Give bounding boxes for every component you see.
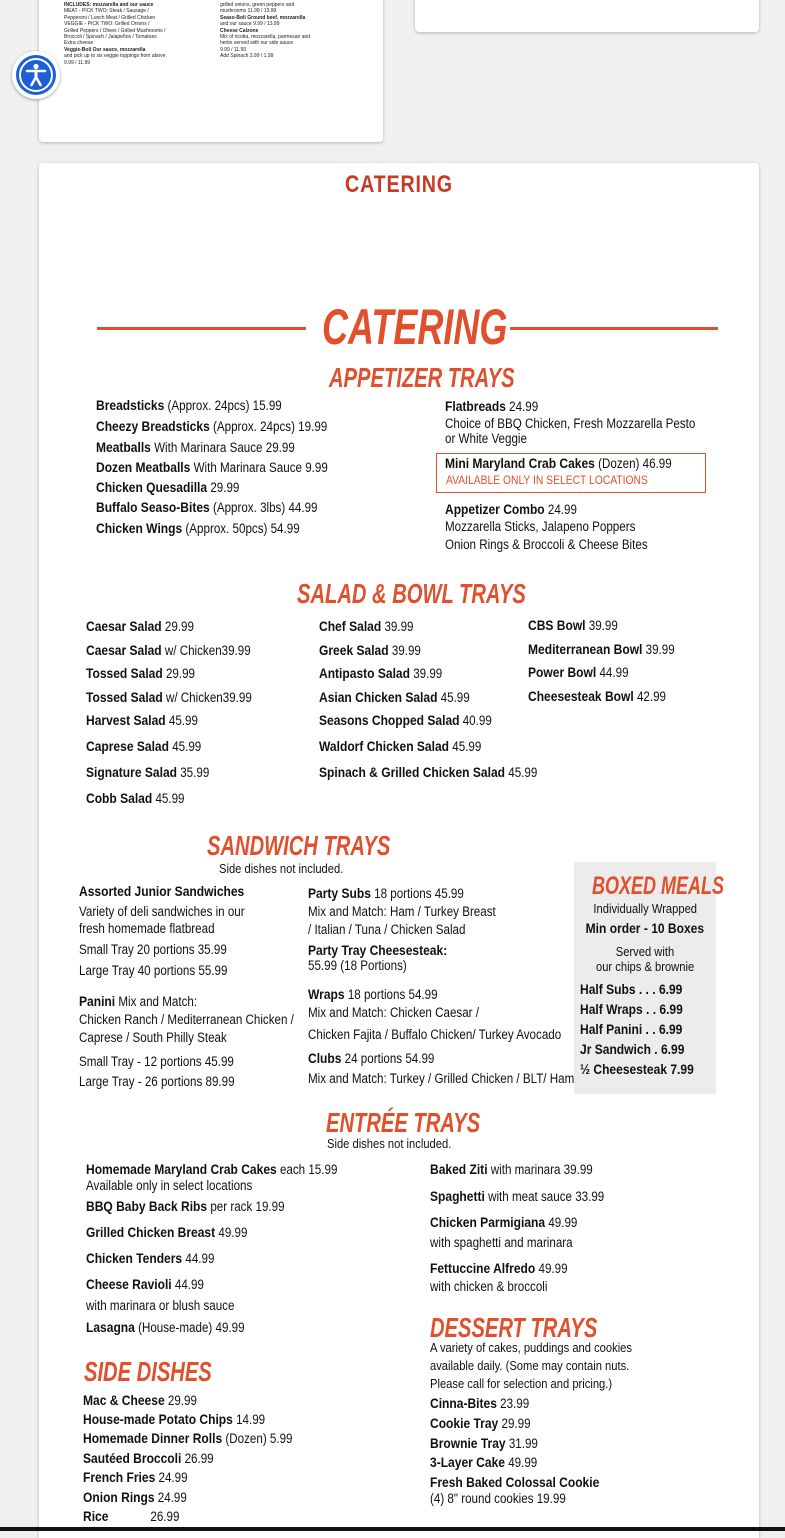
item-name: CBS Bowl [528, 617, 586, 633]
item-name: BBQ Baby Back Ribs [86, 1198, 208, 1214]
appetizer-combo-desc [445, 537, 681, 553]
item-name: French Fries [83, 1469, 156, 1485]
item-desc: With Marinara Sauce 9.99 [190, 460, 328, 475]
item-name: ½ Cheesesteak 7.99 [580, 1061, 694, 1077]
item-desc: 24.99 [154, 1489, 187, 1505]
item-name: Antipasto Salad [319, 665, 410, 681]
party-subs-item [308, 885, 618, 1089]
item-desc: 24 portions 54.99 [341, 1051, 435, 1066]
item-desc: 39.99 [388, 642, 421, 658]
item-name: Cheese Ravioli [86, 1276, 172, 1292]
item-desc: 24.99 [544, 502, 577, 517]
boxed-meals-heading: BOXED MEALS [592, 872, 725, 900]
item-desc: Please call for selection and pricing.) [430, 1376, 613, 1391]
item-desc: 45.99 [165, 713, 198, 728]
item-name: Baked Ziti [430, 1161, 488, 1177]
item-desc: 29.99 [164, 1393, 197, 1408]
item-desc: 49.99 [535, 1261, 568, 1276]
item-name: Appetizer Combo [445, 501, 545, 517]
item-desc: 26.99 [108, 1509, 180, 1524]
item-name: Cookie Tray [430, 1415, 499, 1431]
appetizer-heading: APPETIZER TRAYS [329, 362, 515, 393]
item-desc: 31.99 [505, 1435, 538, 1451]
item-name: Chicken Tenders [86, 1250, 183, 1266]
item-name: Caprese Salad [86, 738, 169, 754]
item-desc: (House-made) 49.99 [134, 1320, 245, 1335]
item-name: Seasons Chopped Salad [319, 712, 460, 728]
item-name: Breadsticks [96, 397, 165, 413]
dessert-list [430, 1395, 627, 1509]
item-name: Spaghetti [430, 1188, 485, 1204]
item-name: Chicken Quesadilla [96, 479, 208, 495]
item-name: Sautéed Broccoli [83, 1449, 182, 1466]
item-desc: 23.99 [496, 1396, 530, 1411]
item-name: Waldorf Chicken Salad [319, 738, 450, 754]
title-rule-left [97, 327, 306, 330]
item-desc: 35.99 [176, 765, 210, 780]
item-desc: with meat sauce 33.99 [484, 1189, 605, 1204]
item-desc: Choice of BBQ Chicken, Fresh Mozzarella Pesto [445, 416, 696, 431]
crab-cakes-note [446, 472, 681, 488]
text-line: VEGGIE - PICK TWO: Grilled Onions / [64, 21, 150, 28]
item-desc: (Approx. 24pcs) 19.99 [209, 419, 328, 434]
item-desc: (4) 8" round cookies 19.99 [430, 1490, 566, 1506]
item-name: Panini [79, 993, 116, 1009]
item-name: Greek Salad [319, 641, 389, 658]
item-name: Cheezy Breadsticks [96, 418, 210, 434]
item-desc: Mix and Match: Ham / Turkey Breast [308, 904, 496, 919]
item-name: Homemade Maryland Crab Cakes [86, 1161, 277, 1177]
appetizer-combo-item [445, 501, 598, 518]
salad-col1 [86, 618, 279, 814]
item-desc: 24.99 [155, 1470, 188, 1485]
item-desc: A variety of cakes, puddings and cookies [430, 1340, 632, 1355]
text-line: 9.99 / 11.99 [220, 46, 247, 53]
item-desc: Large Tray - 26 portions 89.99 [79, 1074, 235, 1089]
item-desc: Mozzarella Sticks, Jalapeno Poppers [445, 519, 636, 534]
item-desc: 55.99 (18 Portions) [308, 958, 407, 973]
title-rule-right [510, 327, 718, 330]
dessert-desc [430, 1340, 665, 1394]
item-name: Party Subs [308, 885, 371, 901]
text-line: Extra cheese [64, 40, 94, 47]
flatbreads-desc [445, 416, 736, 432]
item-name: Flatbreads [445, 398, 506, 414]
item-name: Wraps [308, 986, 345, 1002]
item-desc: Mix and Match: [115, 994, 198, 1009]
flatbreads-item [445, 398, 553, 415]
salad-heading: SALAD & BOWL TRAYS [297, 578, 526, 609]
text-line: and our sauce 9.99 / 13.99 [220, 21, 280, 28]
item-name: Half Panini . . 6.99 [580, 1021, 683, 1037]
appetizer-left-list [96, 397, 366, 541]
item-name: Grilled Chicken Breast [86, 1224, 216, 1240]
item-name: Meatballs [96, 439, 151, 455]
item-name: Party Tray Cheesesteak: [308, 942, 448, 958]
item-desc: 45.99 [168, 739, 202, 754]
salad-col3 [528, 617, 699, 711]
crab-cakes-item [445, 455, 709, 472]
flatbreads-desc [445, 431, 540, 447]
item-desc: with chicken & broccoli [430, 1279, 548, 1294]
text-line: Broccoli / Spinach / Jalapeños / Tomatoes [64, 34, 157, 41]
item-name: Chicken Wings [96, 520, 183, 536]
item-desc: / Italian / Tuna / Chicken Salad [308, 922, 466, 937]
entree-left-list [86, 1161, 378, 1339]
boxed-meals-sub [574, 901, 716, 917]
item-desc: (Approx. 24pcs) 15.99 [164, 398, 282, 413]
item-desc: 18 portions 54.99 [344, 987, 438, 1002]
item-name: Caesar Salad [86, 618, 162, 634]
item-desc: with marinara or blush sauce [86, 1298, 235, 1313]
text-line: herbs served with our side sauce [220, 40, 294, 47]
item-desc: 26.99 [181, 1450, 214, 1466]
text-line: Cheese Calzone [220, 27, 259, 34]
item-desc: 45.99 [505, 765, 538, 780]
item-desc: 39.99 [409, 666, 443, 681]
text-line: INCLUDES: mozzarella and our sauce [64, 2, 154, 8]
bottom-edge [0, 1527, 785, 1531]
item-name: Buffalo Seaso-Bites [96, 499, 210, 515]
item-desc: Chicken Fajita / Buffalo Chicken/ Turkey Avocado [308, 1027, 562, 1042]
item-name: Onion Rings [83, 1488, 155, 1505]
item-desc: 24.99 [505, 399, 539, 414]
text-line: Add Spinach 3.99 / 1.99 [220, 53, 274, 60]
item-name: Fresh Baked Colossal Cookie [430, 1473, 600, 1490]
item-desc: (Approx. 50pcs) 54.99 [182, 521, 300, 536]
side-dishes-list [83, 1392, 327, 1528]
boxed-meals-min-order [574, 920, 716, 937]
item-desc: 29.99 [161, 619, 194, 634]
item-desc: 45.99 [437, 689, 470, 705]
item-name: Jr Sandwich . 6.99 [580, 1041, 685, 1057]
item-name: Cheesesteak Bowl [528, 687, 634, 704]
item-name: Asian Chicken Salad [319, 688, 438, 705]
sandwich-heading: SANDWICH TRAYS [207, 830, 391, 861]
item-desc: 39.99 [585, 618, 618, 633]
item-desc: available daily. (Some may contain nuts. [430, 1358, 630, 1373]
item-desc: 49.99 [545, 1215, 578, 1230]
text-line: Veggie-Boli Our sauce, mozzarella [64, 46, 146, 53]
item-desc: w/ Chicken39.99 [161, 642, 251, 658]
item-name: Brownie Tray [430, 1434, 506, 1451]
sandwich-note [219, 861, 364, 877]
item-name: Harvest Salad [86, 712, 166, 728]
item-name: Half Subs . . . 6.99 [580, 981, 683, 997]
text-line: Seaso-Boli Ground beef, mozzarella [220, 14, 306, 21]
item-name: Min order - 10 Boxes [585, 920, 705, 936]
item-name: Half Wraps . . 6.99 [580, 1001, 683, 1017]
item-desc: 39.99 [381, 619, 414, 634]
item-desc: Variety of deli sandwiches in our [79, 904, 245, 919]
item-name: Cobb Salad [86, 790, 153, 806]
item-desc: Chicken Ranch / Mediterranean Chicken / [79, 1012, 294, 1027]
item-desc: per rack 19.99 [207, 1199, 285, 1214]
text-line: and pick up to six veggie toppings from above [64, 53, 166, 60]
item-desc: with spaghetti and marinara [430, 1235, 573, 1250]
item-name: Rice [83, 1508, 109, 1524]
dessert-heading: DESSERT TRAYS [430, 1312, 598, 1343]
item-desc: 45.99 [152, 791, 185, 806]
item-name: Power Bowl [528, 664, 597, 680]
item-name: Mac & Cheese [83, 1392, 165, 1408]
item-desc: each 15.99 [276, 1162, 338, 1177]
side-dishes-heading: SIDE DISHES [84, 1356, 212, 1387]
entree-right-list [430, 1161, 633, 1296]
item-desc: Large Tray 40 portions 55.99 [79, 963, 228, 978]
text-line: 9.99 / 11.99 [64, 59, 91, 66]
item-desc: Onion Rings & Broccoli & Cheese Bites [445, 537, 648, 552]
item-desc: AVAILABLE ONLY IN SELECT LOCATIONS [446, 473, 648, 487]
entree-note [327, 1136, 472, 1152]
item-desc: Small Tray - 12 portions 45.99 [79, 1054, 234, 1069]
item-name: Lasagna [86, 1319, 135, 1335]
boxed-meals-sub [574, 959, 716, 975]
section-title: CATERING [345, 171, 453, 198]
item-desc: Mix and Match: Chicken Caesar / [308, 1005, 480, 1020]
item-name: 3-Layer Cake [430, 1454, 505, 1470]
item-desc: 39.99 [642, 641, 675, 657]
item-name: Homemade Dinner Rolls [83, 1430, 223, 1446]
item-desc: with marinara 39.99 [487, 1162, 593, 1177]
item-name: House-made Potato Chips [83, 1410, 233, 1427]
item-name: Caesar Salad [86, 641, 162, 658]
item-name: Signature Salad [86, 764, 177, 780]
item-name: Mini Maryland Crab Cakes [445, 455, 595, 471]
item-desc: Side dishes not included. [327, 1136, 452, 1151]
item-name: Assorted Junior Sandwiches [79, 883, 245, 899]
item-desc: 40.99 [459, 713, 492, 728]
item-desc: or White Veggie [445, 431, 527, 446]
item-name: Mediterranean Bowl [528, 640, 643, 657]
item-desc: 44.99 [171, 1277, 204, 1292]
item-desc: 29.99 [207, 480, 240, 495]
item-name: Cinna-Bites [430, 1395, 497, 1411]
item-desc: our chips & brownie [595, 959, 695, 974]
item-desc: With Marinara Sauce 29.99 [150, 440, 295, 455]
panini-item [79, 993, 329, 1094]
item-desc: (Dozen) 46.99 [594, 456, 672, 471]
menu-title: CATERING [322, 299, 508, 355]
item-desc: Side dishes not included. [219, 861, 344, 876]
item-desc: Caprese / South Philly Steak [79, 1030, 227, 1045]
junior-sandwiches-item [79, 883, 272, 984]
item-name: Clubs [308, 1050, 342, 1066]
text-line: Pepperoni / Lunch Meat / Grilled Chicken [64, 14, 156, 21]
item-desc: 49.99 [504, 1455, 538, 1470]
item-desc: 49.99 [215, 1225, 248, 1240]
item-name: Spinach & Grilled Chicken Salad [319, 764, 506, 780]
text-line: Grilled Peppers / Olives / Grilled Mushrooms / [64, 27, 166, 34]
item-desc: Individually Wrapped [593, 901, 697, 916]
item-desc: 14.99 [232, 1411, 266, 1427]
appetizer-combo-desc [445, 519, 666, 535]
item-desc: 44.99 [596, 665, 629, 680]
item-name: Chicken Parmigiana [430, 1214, 546, 1230]
item-desc: (Approx. 3lbs) 44.99 [209, 500, 318, 515]
item-name: Tossed Salad [86, 665, 163, 681]
item-name: Chef Salad [319, 618, 382, 634]
text-line: grilled onions, green peppers and [220, 2, 295, 8]
item-desc: 44.99 [182, 1251, 215, 1266]
item-desc: Served with [615, 944, 675, 959]
item-desc: 42.99 [633, 688, 667, 704]
item-name: Tossed Salad [86, 688, 163, 705]
item-desc: Small Tray 20 portions 35.99 [79, 942, 227, 957]
item-desc: 29.99 [498, 1416, 531, 1431]
item-desc: (Dozen) 5.99 [222, 1431, 293, 1446]
text-line: mushrooms 11.99 / 13.99 [220, 8, 277, 15]
item-desc: 29.99 [162, 666, 196, 681]
item-desc: 45.99 [449, 739, 482, 754]
item-desc: fresh homemade flatbread [79, 921, 215, 936]
item-desc: Available only in select locations [86, 1178, 253, 1193]
item-desc: 18 portions 45.99 [370, 886, 464, 901]
entree-heading: ENTRÉE TRAYS [326, 1107, 481, 1138]
boxed-meals-sub [574, 944, 716, 960]
item-name: Fettuccine Alfredo [430, 1260, 536, 1276]
item-desc: Mix and Match: Turkey / Grilled Chicken / BLT/ Ham [308, 1071, 575, 1086]
item-name: Dozen Meatballs [96, 459, 191, 475]
text-line: Mix of ricotta, mozzarella, parmesan and [220, 34, 311, 41]
text-line: MEAT - PICK TWO: Steak / Sausage / [64, 8, 149, 15]
item-desc: w/ Chicken39.99 [162, 689, 252, 705]
boxed-meals-list [580, 981, 712, 1081]
